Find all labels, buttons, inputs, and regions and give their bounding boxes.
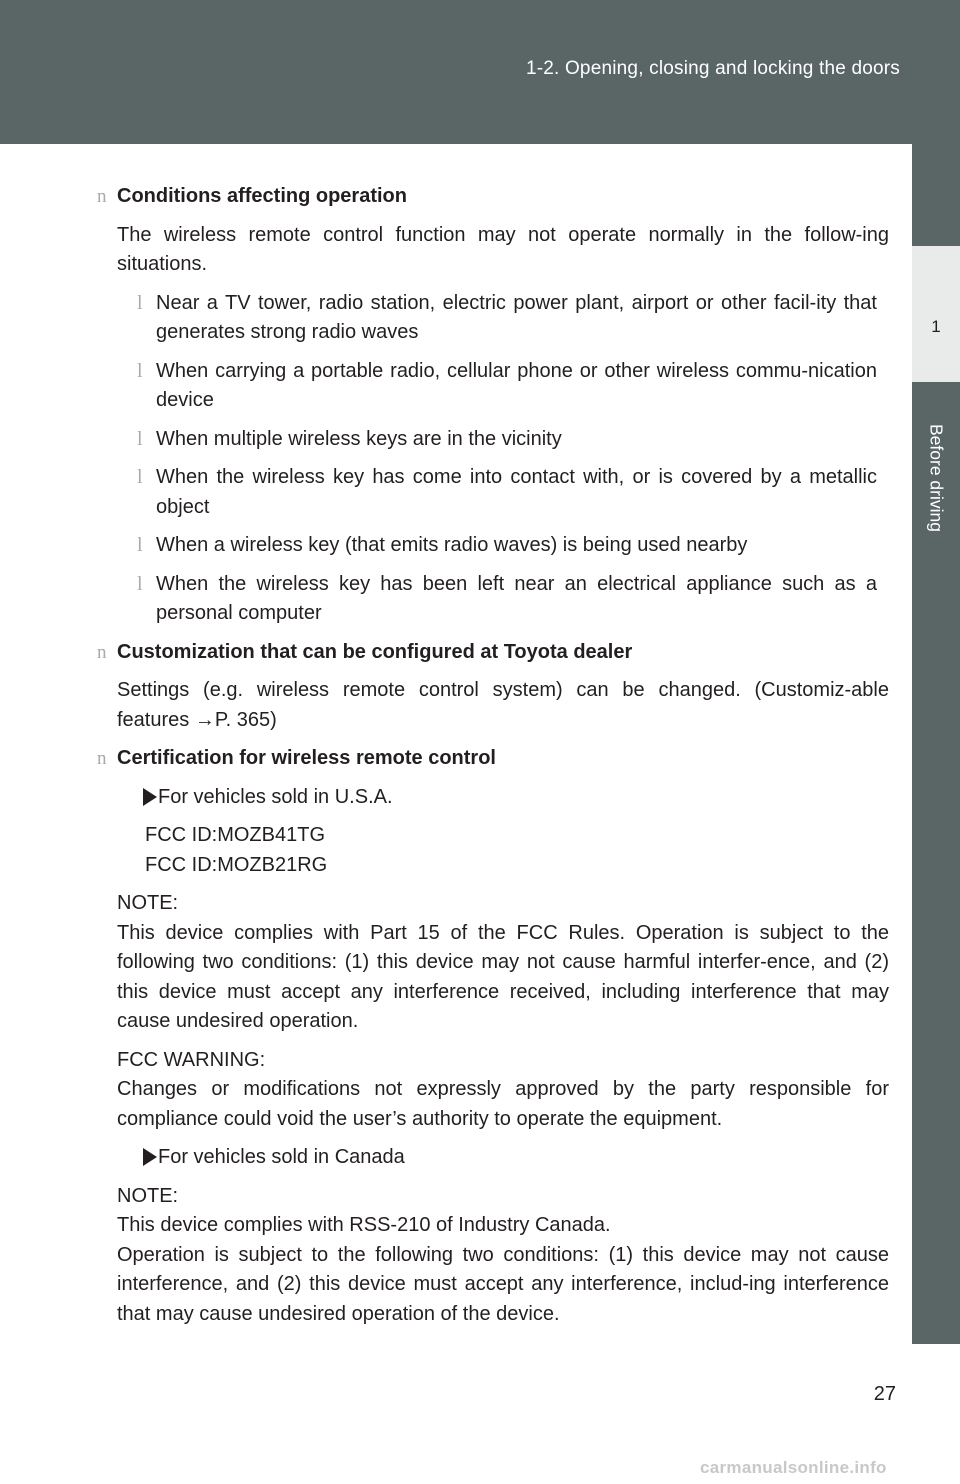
canada-note-text: Operation is subject to the following two conditions: (1) this device may not cause interference, and (2) this device must accept any interference, includ-ing interference that may cause undesired operation of the device. <box>117 1243 889 1325</box>
canada-note-line: This device complies with RSS-210 of Industry Canada. <box>117 1214 611 1236</box>
page-number: 27 <box>873 1383 896 1405</box>
conditions-intro: The wireless remote control function may not operate normally in the follow-ing situations. <box>117 223 889 275</box>
bullet-marker: l <box>137 291 143 314</box>
canada-label: For vehicles sold in Canada <box>158 1146 405 1168</box>
bullet-text: When the wireless key has been left near an electrical appliance such as a personal computer <box>156 572 877 624</box>
heading-marker: n <box>97 641 107 663</box>
canada-note-title: NOTE: <box>117 1184 179 1207</box>
bullet-marker: l <box>137 427 143 450</box>
bullet-text: When a wireless key (that emits radio waves) is being used nearby <box>156 534 748 556</box>
list-item <box>137 463 877 522</box>
heading-marker: n <box>97 748 107 769</box>
heading-customization <box>97 638 889 668</box>
chapter-number: 1 <box>912 246 960 382</box>
customization-text: Settings (e.g. wireless remote control system) can be changed. (Customiz-able features →P. 365) <box>117 679 889 731</box>
bullet-text: Near a TV tower, radio station, electric power plant, airport or other facil-ity that generates strong radio waves <box>156 291 877 343</box>
fcc-warning-text: Changes or modifications not expressly approved by the party responsible for compliance could void the user’s authority to operate the equipment. <box>117 1078 889 1130</box>
heading-text: Customization that can be configured at Toyota dealer <box>117 640 633 663</box>
fcc-id: FCC ID:MOZB21RG <box>145 853 328 876</box>
list-item <box>137 570 877 629</box>
bullet-text: When multiple wireless keys are in the vicinity <box>156 427 562 450</box>
triangle-arrow-icon <box>143 788 157 806</box>
list-item <box>137 357 877 416</box>
heading-marker: n <box>97 186 107 207</box>
watermark: carmanualsonline.info <box>700 1458 887 1477</box>
fcc-id: FCC ID:MOZB41TG <box>145 824 326 846</box>
list-item <box>137 531 877 561</box>
page-header <box>0 0 960 144</box>
bullet-text: When the wireless key has come into contact with, or is covered by a metallic object <box>156 466 877 518</box>
bullet-text: When carrying a portable radio, cellular phone or other wireless commu-nication device <box>156 359 877 411</box>
canada-subheading <box>143 1143 889 1173</box>
bullet-marker: l <box>137 534 143 556</box>
list-item <box>137 425 877 455</box>
bullet-marker: l <box>137 359 143 382</box>
chapter-label: Before driving <box>926 424 947 532</box>
page-content <box>97 182 889 1329</box>
usa-note-title: NOTE: <box>117 892 179 914</box>
section-title: 1-2. Opening, closing and locking the doors <box>525 58 900 79</box>
heading-text: Conditions affecting operation <box>117 185 407 207</box>
usa-label: For vehicles sold in U.S.A. <box>158 785 393 808</box>
bullet-marker: l <box>137 572 143 595</box>
heading-text: Certification for wireless remote control <box>117 747 496 769</box>
heading-certification <box>97 744 889 774</box>
heading-conditions <box>97 182 889 212</box>
usa-subheading <box>143 783 889 813</box>
triangle-arrow-icon <box>143 1148 157 1166</box>
bullet-marker: l <box>137 466 143 488</box>
fcc-warning-title: FCC WARNING: <box>117 1048 266 1071</box>
list-item <box>137 289 877 348</box>
usa-note-text: This device complies with Part 15 of the FCC Rules. Operation is subject to the following two conditions: (1) this device may not cause harmful interfer-ence, and (2) this device must accept any interference received, including interference that may cause undesired operation. <box>117 921 889 1032</box>
